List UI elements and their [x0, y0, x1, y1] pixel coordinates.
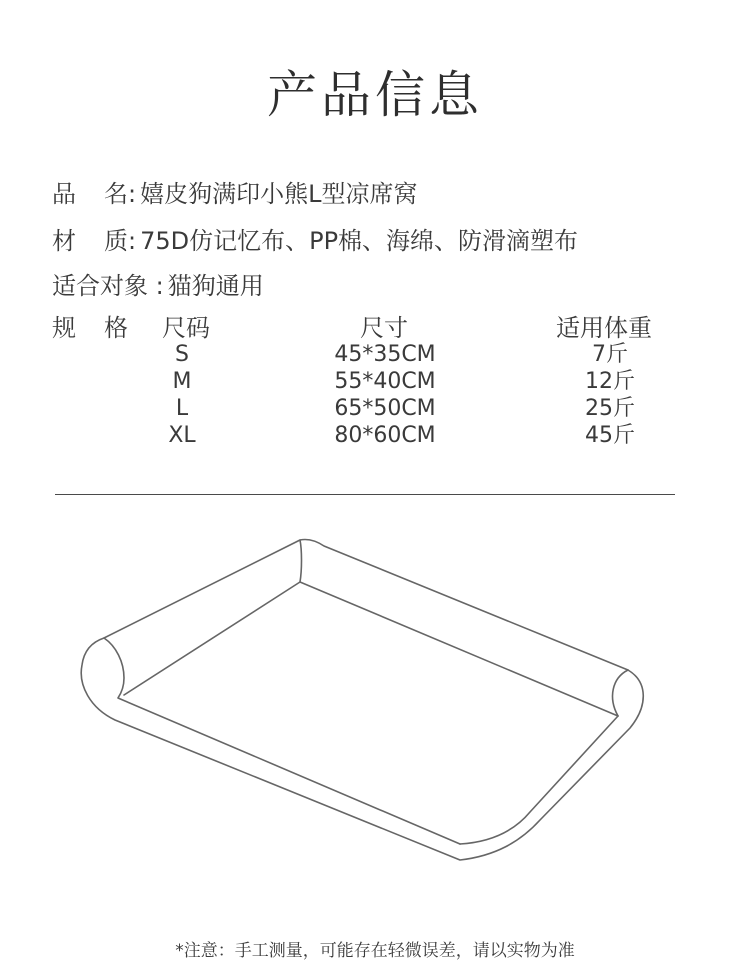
row-s-size: S: [175, 342, 189, 367]
row-s-weight: 7斤: [592, 342, 628, 367]
material-label-char1: 材: [52, 227, 76, 255]
row-m-dim: 55*40CM: [334, 369, 436, 394]
back-bolster-inner: [300, 582, 618, 716]
left-bolster-edge: [124, 540, 302, 695]
page-title: 产品信息: [267, 66, 483, 124]
target-row: 适合对象 : 猫狗通用: [52, 272, 264, 300]
row-l-weight: 25斤: [585, 396, 635, 421]
row-s-dim: 45*35CM: [334, 342, 436, 367]
pet-bed-line-drawing: [0, 520, 750, 880]
header-size: 尺码: [162, 314, 210, 342]
product-name-row: 品 名: 嬉皮狗满印小熊L型凉席窝: [52, 174, 417, 209]
left-front-roll: [104, 638, 460, 844]
bed-outer-outline: [81, 539, 643, 860]
right-roll-edge: [613, 670, 628, 716]
target-label: 适合对象: [52, 272, 148, 300]
header-weight: 适用体重: [556, 314, 652, 342]
product-name-value: 嬉皮狗满印小熊L型凉席窝: [140, 180, 418, 208]
header-dimension: 尺寸: [360, 314, 408, 342]
row-m-weight: 12斤: [585, 369, 635, 394]
spec-label-char2: 格: [104, 314, 128, 342]
row-l-size: L: [175, 396, 189, 421]
row-xl-weight: 45斤: [585, 423, 635, 448]
material-label-char2: 质: [104, 227, 128, 255]
row-xl-dim: 80*60CM: [334, 423, 436, 448]
front-lip-inner: [460, 716, 618, 844]
name-label-char1: 品: [52, 180, 76, 208]
section-divider: [55, 494, 675, 495]
disclaimer-note: *注意：手工测量，可能存在轻微误差，请以实物为准: [175, 941, 575, 961]
material-value: 75D仿记忆布、PP棉、海绵、防滑滴塑布: [140, 227, 579, 255]
row-xl-size: XL: [168, 423, 196, 448]
target-value: 猫狗通用: [167, 272, 264, 300]
row-l-dim: 65*50CM: [334, 396, 436, 421]
spec-label: [52, 308, 128, 343]
spec-label-char1: 规: [52, 314, 76, 342]
name-label-char2: 名: [104, 180, 128, 208]
material-row: 材 质: 75D仿记忆布、PP棉、海绵、防滑滴塑布: [52, 221, 578, 256]
row-m-size: M: [172, 369, 192, 394]
